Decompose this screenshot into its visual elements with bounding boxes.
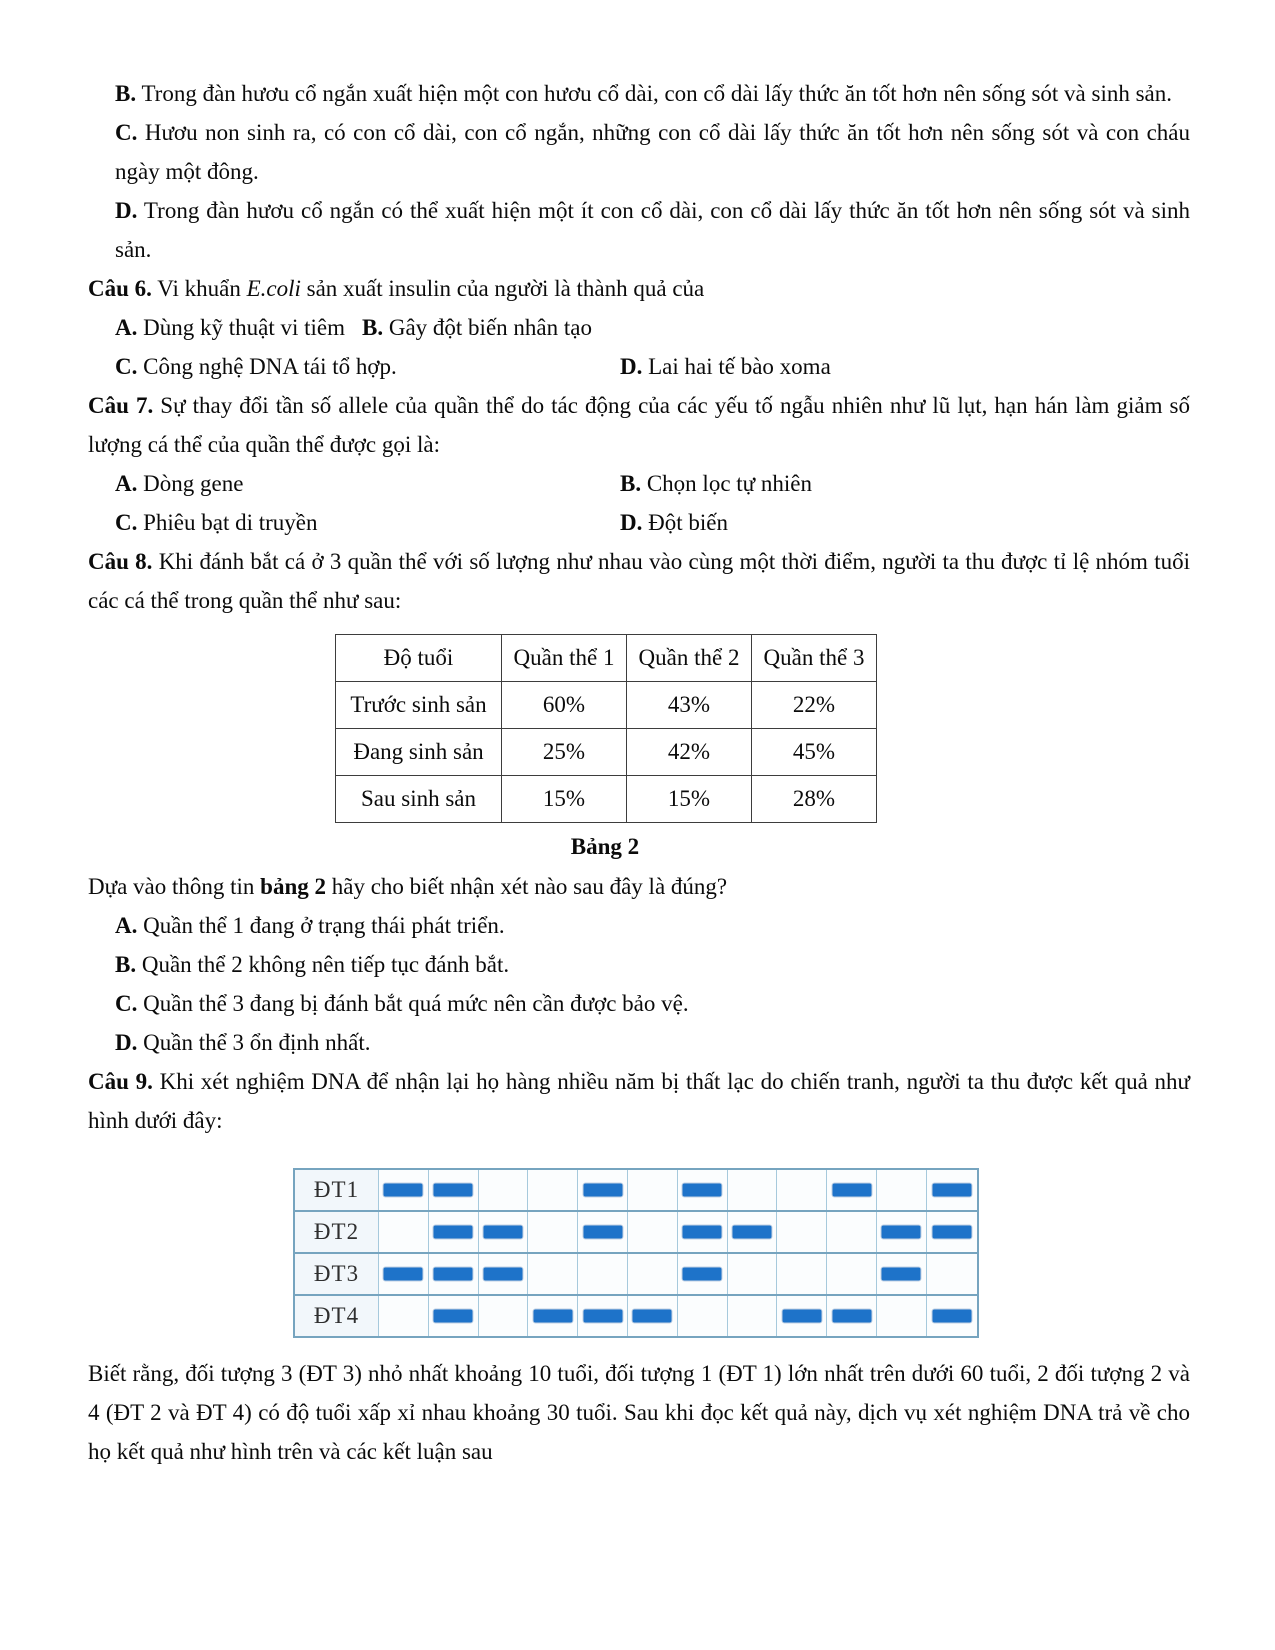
gel-cell — [678, 1296, 728, 1336]
gel-lane — [295, 1210, 977, 1252]
table-cell: Đang sinh sản — [336, 729, 502, 776]
gel-cell — [777, 1296, 827, 1336]
dna-band — [533, 1310, 572, 1323]
gel-cell — [379, 1296, 429, 1336]
dna-band — [583, 1184, 622, 1197]
gel-lane-label: ĐT4 — [295, 1296, 379, 1336]
table-header-cell: Độ tuổi — [336, 635, 502, 682]
table-cell: 15% — [502, 776, 627, 823]
table-header-cell: Quần thể 2 — [627, 635, 752, 682]
table-cell: 43% — [627, 682, 752, 729]
option-letter: D. — [115, 198, 138, 223]
dna-band — [932, 1184, 971, 1197]
option-d — [620, 347, 831, 386]
gel-cell — [578, 1254, 628, 1294]
dna-band — [882, 1226, 921, 1239]
gel-cell — [678, 1212, 728, 1252]
followup-text: hãy cho biết nhận xét nào sau đây là đúng? — [326, 874, 728, 899]
option-text: Trong đàn hươu cổ ngắn xuất hiện một con hươu cổ dài, con cổ dài lấy thức ăn tốt hơn nên sống sót và sinh sản. — [141, 81, 1173, 106]
table-cell: 45% — [752, 729, 877, 776]
gel-cell — [628, 1170, 678, 1210]
option-text: Quần thể 2 không nên tiếp tục đánh bắt. — [141, 952, 510, 977]
gel-lane — [295, 1170, 977, 1210]
table-cell: 28% — [752, 776, 877, 823]
option-letter: B. — [620, 471, 642, 496]
dna-band — [732, 1226, 771, 1239]
gel-grid — [295, 1170, 977, 1336]
option-text: Dòng gene — [143, 471, 244, 496]
option-text: Quần thể 1 đang ở trạng thái phát triển. — [143, 913, 505, 938]
dna-band — [434, 1184, 473, 1197]
gel-cell — [528, 1212, 578, 1252]
table-row — [336, 682, 877, 729]
gel-cell — [678, 1254, 728, 1294]
question-number: Câu 8. — [88, 549, 153, 574]
dna-band — [434, 1310, 473, 1323]
table-cell: 15% — [627, 776, 752, 823]
gel-cell — [678, 1170, 728, 1210]
gel-cell — [429, 1212, 479, 1252]
q6-options-cd — [115, 347, 1190, 386]
prev-question-option-c — [115, 113, 1190, 191]
table-cell: Sau sinh sản — [336, 776, 502, 823]
q8-option-a — [115, 906, 1190, 945]
option-letter: D. — [620, 354, 643, 379]
dna-band — [633, 1310, 672, 1323]
q8-option-d — [115, 1023, 1190, 1062]
option-text: Hươu non sinh ra, có con cổ dài, con cổ ngắn, những con cổ dài lấy thức ăn tốt hơn nên sống sót và con cháu ngày một đông. — [115, 120, 1190, 184]
option-letter: C. — [115, 354, 138, 379]
q6-options-ab — [115, 308, 1190, 347]
gel-cell — [927, 1170, 977, 1210]
table-cell: 42% — [627, 729, 752, 776]
option-letter: C. — [115, 991, 138, 1016]
option-letter: D. — [115, 1030, 138, 1055]
table-reference-bold: bảng 2 — [260, 874, 327, 899]
gel-cell — [777, 1254, 827, 1294]
q7-options-cd — [115, 503, 1190, 542]
gel-cell — [429, 1254, 479, 1294]
gel-cell — [777, 1212, 827, 1252]
gel-cell — [528, 1296, 578, 1336]
option-text: Phiêu bạt di truyền — [143, 510, 318, 535]
question-7-text — [88, 386, 1190, 464]
prev-question-option-d — [115, 191, 1190, 269]
dna-gel-figure — [293, 1168, 979, 1338]
gel-cell — [578, 1296, 628, 1336]
option-b — [362, 315, 592, 340]
table-cell: 22% — [752, 682, 877, 729]
table-cell: 25% — [502, 729, 627, 776]
gel-lane-label: ĐT3 — [295, 1254, 379, 1294]
gel-cell — [728, 1296, 778, 1336]
question-text: sản xuất insulin của người là thành quả của — [300, 276, 705, 301]
gel-cell — [728, 1212, 778, 1252]
option-text: Trong đàn hươu cổ ngắn có thể xuất hiện một ít con cổ dài, con cổ dài lấy thức ăn tốt hơn nên sống sót và sinh sản. — [115, 198, 1190, 262]
gel-cell — [479, 1254, 529, 1294]
q8-followup-question — [88, 867, 1190, 906]
gel-cell — [528, 1170, 578, 1210]
option-text: Đột biến — [648, 510, 728, 535]
dna-band — [434, 1226, 473, 1239]
gel-cell — [927, 1254, 977, 1294]
dna-band — [483, 1226, 522, 1239]
gel-cell — [877, 1212, 927, 1252]
gel-cell — [479, 1170, 529, 1210]
option-letter: B. — [115, 81, 137, 106]
dna-band — [483, 1268, 522, 1281]
table-row — [336, 729, 877, 776]
option-text: Công nghệ DNA tái tổ hợp. — [143, 354, 397, 379]
question-8-text — [88, 542, 1190, 620]
gel-cell — [479, 1296, 529, 1336]
gel-cell — [379, 1254, 429, 1294]
dna-band — [384, 1184, 423, 1197]
population-age-table — [335, 634, 877, 823]
option-d — [620, 503, 728, 542]
gel-cell — [429, 1296, 479, 1336]
gel-cell — [927, 1296, 977, 1336]
dna-band — [782, 1310, 821, 1323]
option-a — [115, 471, 243, 496]
gel-lane-label: ĐT1 — [295, 1170, 379, 1210]
gel-cell — [429, 1170, 479, 1210]
prev-question-option-b — [115, 74, 1190, 113]
dna-band — [882, 1268, 921, 1281]
dna-band — [932, 1226, 971, 1239]
gel-cell — [628, 1254, 678, 1294]
gel-cell — [728, 1170, 778, 1210]
species-name-italic: E.coli — [246, 276, 301, 301]
q7-options-ab — [115, 464, 1190, 503]
question-number: Câu 7. — [88, 393, 154, 418]
table-header-cell: Quần thể 3 — [752, 635, 877, 682]
gel-cell — [379, 1170, 429, 1210]
gel-cell — [628, 1212, 678, 1252]
followup-text: Dựa vào thông tin — [88, 874, 261, 899]
option-letter: C. — [115, 120, 138, 145]
dna-band — [832, 1310, 871, 1323]
gel-cell — [777, 1170, 827, 1210]
table-row — [336, 776, 877, 823]
option-letter: C. — [115, 510, 138, 535]
question-number: Câu 9. — [88, 1069, 153, 1094]
table-caption: Bảng 2 — [570, 834, 640, 859]
option-c — [115, 510, 318, 535]
gel-cell — [728, 1254, 778, 1294]
gel-lane — [295, 1252, 977, 1294]
gel-cell — [877, 1170, 927, 1210]
q9-note-paragraph: Biết rằng, đối tượng 3 (ĐT 3) nhỏ nhất khoảng 10 tuổi, đối tượng 1 (ĐT 1) lớn nhất trên dưới 60 tuổi, 2 đối tượng 2 và 4 (ĐT 2 và ĐT 4) có độ tuổi xấp xỉ nhau khoảng 30 tuổi. Sau khi đọc kết quả này, dịch vụ xét nghiệm DNA trả về cho họ kết quả như hình trên và các kết luận sau — [88, 1361, 1190, 1464]
dna-band — [683, 1184, 722, 1197]
table-header-row — [336, 635, 877, 682]
option-letter: B. — [362, 315, 384, 340]
option-letter: D. — [620, 510, 643, 535]
gel-cell — [479, 1212, 529, 1252]
gel-cell — [827, 1254, 877, 1294]
question-text: Sự thay đổi tần số allele của quần thể do tác động của các yếu tố ngẫu nhiên như lũ lụt, hạn hán làm giảm số lượng cá thể của quần thể được gọi là: — [88, 393, 1190, 457]
dna-band — [583, 1226, 622, 1239]
question-text: Vi khuẩn — [151, 276, 247, 301]
option-text: Quần thể 3 đang bị đánh bắt quá mức nên cần được bảo vệ. — [143, 991, 689, 1016]
gel-cell — [379, 1212, 429, 1252]
gel-cell — [528, 1254, 578, 1294]
gel-cell — [578, 1212, 628, 1252]
option-letter: A. — [115, 471, 138, 496]
option-b — [620, 464, 812, 503]
option-letter: A. — [115, 913, 138, 938]
question-number: Câu 6. — [88, 276, 152, 301]
option-c — [115, 354, 397, 379]
gel-cell — [827, 1296, 877, 1336]
question-6-text — [88, 269, 1190, 308]
question-text: Khi xét nghiệm DNA để nhận lại họ hàng nhiều năm bị thất lạc do chiến tranh, người ta thu được kết quả như hình dưới đây: — [88, 1069, 1191, 1133]
dna-band — [683, 1226, 722, 1239]
option-text: Quần thể 3 ổn định nhất. — [143, 1030, 371, 1055]
gel-cell — [628, 1296, 678, 1336]
option-text: Gây đột biến nhân tạo — [388, 315, 592, 340]
table-header-cell: Quần thể 1 — [502, 635, 627, 682]
gel-cell — [827, 1170, 877, 1210]
option-text: Lai hai tế bào xoma — [648, 354, 831, 379]
dna-band — [384, 1268, 423, 1281]
option-text: Dùng kỹ thuật vi tiêm — [143, 315, 345, 340]
gel-lane-label: ĐT2 — [295, 1212, 379, 1252]
gel-cell — [827, 1212, 877, 1252]
dna-band — [434, 1268, 473, 1281]
option-letter: B. — [115, 952, 137, 977]
gel-cell — [927, 1212, 977, 1252]
dna-band — [583, 1310, 622, 1323]
dna-band — [832, 1184, 871, 1197]
gel-cell — [877, 1254, 927, 1294]
dna-band — [683, 1268, 722, 1281]
q8-option-c — [115, 984, 1190, 1023]
gel-cell — [578, 1170, 628, 1210]
dna-band — [932, 1310, 971, 1323]
question-9-text — [88, 1062, 1190, 1140]
option-a — [115, 315, 345, 340]
gel-cell — [877, 1296, 927, 1336]
gel-lane — [295, 1294, 977, 1336]
option-letter: A. — [115, 315, 138, 340]
q8-option-b — [115, 945, 1190, 984]
question-text: Khi đánh bắt cá ở 3 quần thể với số lượng như nhau vào cùng một thời điểm, người ta thu được tỉ lệ nhóm tuổi các cá thể trong quần thể như sau: — [88, 549, 1190, 613]
option-text: Chọn lọc tự nhiên — [646, 471, 812, 496]
table-cell: 60% — [502, 682, 627, 729]
table-cell: Trước sinh sản — [336, 682, 502, 729]
